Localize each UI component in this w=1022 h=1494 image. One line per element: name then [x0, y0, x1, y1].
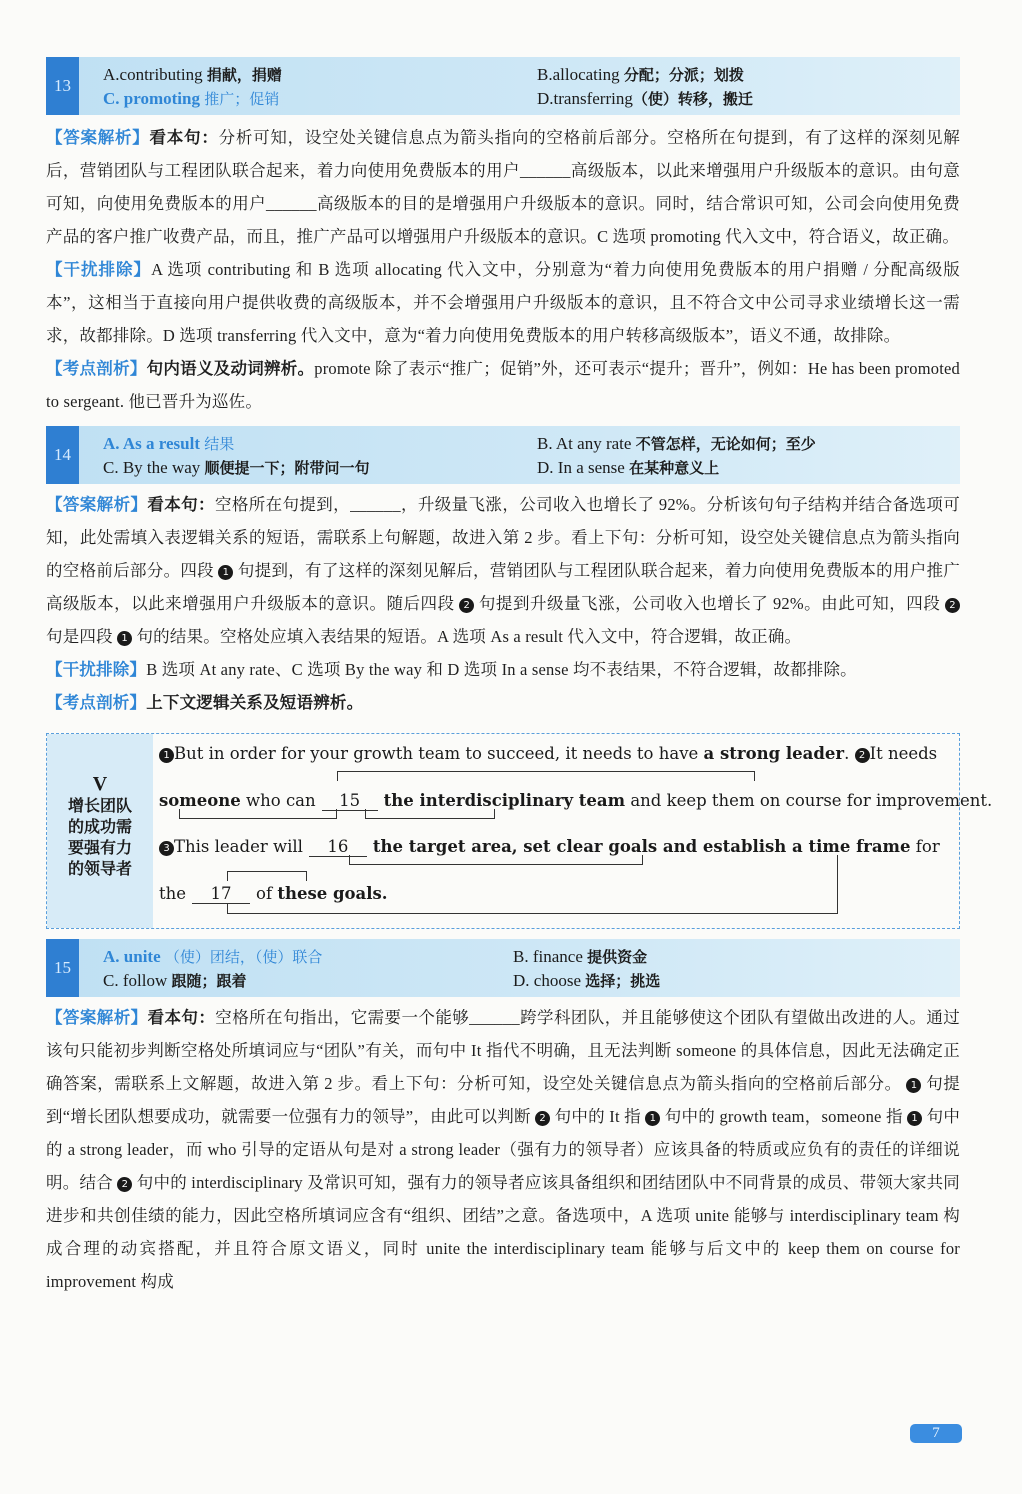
- arrow-line: [349, 855, 643, 865]
- question-13-options: [46, 57, 960, 115]
- sentence-marker-2: 2: [459, 598, 474, 613]
- answer-analysis-13: 【答案解析】看本句：分析可知，设空处关键信息点为箭头指向的空格前后部分。空格所在句提到，有了这样的深刻见解后，营销团队与工程团队联合起来，着力向使用免费版本的用户______高级版本，以此来增强用户升级版本的意识。由句意可知，向使用免费版本的用户______高级版本的目的是增强用户升级版本的意识。同时，结合常识可知，公司会向使用免费产品的客户推广收费产品，而且，推广产品可以增强用户升级版本的意识。C 选项 promoting 代入文中，符合语义，故正确。: [46, 128, 961, 246]
- answer-analysis-14: 【答案解析】看本句：空格所在句提到，______，升级量飞涨，公司收入也增长了 92%。分析该句句子结构并结合备选项可知，此处需填入表逻辑关系的短语，需联系上句解题，故进入第 2 步。看上下句：分析可知，设空处关键信息点为箭头指向的空格前后部分。四段 1 句提到，有了这样的深刻见解后，营销团队与工程团队联合起来，着力向使用免费版本的用户推广高级版本，以此来增强用户升级版本的意识。随后四段 2 句提到升级量飞涨，公司收入也增长了 92%。由此可知，四段 2 句是四段 1 句的结果。空格处应填入表结果的短语。A 选项 As a result 代入文中，符合逻辑，故正确。: [46, 495, 961, 646]
- blank-17: 17: [192, 884, 250, 904]
- arrow-line: [179, 809, 337, 819]
- arrow-line: [227, 904, 837, 914]
- option-d: D. choose 选择；挑选: [513, 971, 661, 990]
- answer-analysis-15: 【答案解析】看本句：空格所在句指出，它需要一个能够______跨学科团队，并且能够使这个团队有望做出改进的人。通过该句只能初步判断空格处所填词应与“团队”有关，而句中 It 指代不明确，且无法判断 someone 的具体信息，因此无法确定正确答案，需联系上文解题，故进入第 2 步。看上下句：分析可知，设空处关键信息点为箭头指向的空格前后部分。 1 句提到“增长团队想要成功，就需要一位强有力的领导”，由此可以判断 2 句中的 It 指 1 句中的 growth team，someone 指 1 句中的 a strong leader，而 who 引导的定语从句是对 a strong leader（强有力的领导者）应该具备的特质或应负有的责任的详细说明。结合 2 句中的 interdisciplinary 及常识可知，强有力的领导者应该具备组织和团结团队中不同背景的成员、带领大家共同进步和共创佳绩的能力，因此空格所填词应含有“组织、团结”之意。备选项中，A 选项 unite 能够与 interdisciplinary team 构成合理的动宾搭配，并且符合原文语义，同时 unite the interdisciplinary team 能够与后文中的 keep them on course for improvement 构成: [46, 1008, 961, 1291]
- option-a: A.contributing 捐献，捐赠: [103, 65, 282, 84]
- passage-line-4: the 17 of these goals.: [159, 884, 388, 903]
- option-b: B. finance 提供资金: [513, 947, 648, 966]
- question-number: 14: [46, 426, 79, 484]
- passage-line-1: 1 But in order for your growth team to succeed, it needs to have a strong leader. 2 It needs: [159, 744, 937, 763]
- page-number: 7: [910, 1424, 962, 1443]
- distractor-analysis-13: 【干扰排除】A 选项 contributing 和 B 选项 allocating 代入文中，分别意为“着力向使用免费版本的用户捐赠 / 分配高级版本”，这相当于直接向用户提供收费的高级版本，并不会增强用户升级版本的意识，且不符合文中公司寻求业绩增长这一需求，故都排除。D 选项 transferring 代入文中，意为“着力向使用免费版本的用户转移高级版本”，语义不通，故排除。: [46, 260, 961, 345]
- option-b: B. At any rate 不管怎样，无论如何；至少: [537, 434, 816, 453]
- question-number: 15: [46, 939, 79, 997]
- option-a-correct: A. As a result 结果: [103, 434, 235, 453]
- key-point-14: 【考点剖析】上下文逻辑关系及短语辨析。: [46, 693, 364, 712]
- section-tag: 【干扰排除】: [46, 660, 147, 679]
- blank-15: 15: [322, 791, 378, 811]
- passage-excerpt-box: [46, 733, 993, 929]
- passage-section-label: V 增长团队的成功需要强有力的领导者: [47, 734, 153, 928]
- arrow-line: [227, 871, 307, 881]
- arrow-line: [365, 809, 495, 819]
- arrow-line: [337, 771, 755, 781]
- section-tag: 【答案解析】: [46, 495, 148, 514]
- option-d: D. In a sense 在某种意义上: [537, 458, 720, 477]
- question-number: 13: [46, 57, 79, 115]
- distractor-analysis-14: 【干扰排除】B 选项 At any rate、C 选项 By the way 和 D 选项 In a sense 均不表结果，不符合逻辑，故都排除。: [46, 660, 857, 679]
- section-tag: 【考点剖析】: [46, 693, 147, 712]
- page-content: [46, 57, 993, 1298]
- section-tag: 【答案解析】: [46, 128, 150, 147]
- option-d: D.transferring（使）转移，搬迁: [537, 89, 753, 108]
- passage-theme: 增长团队的成功需要强有力的领导者: [67, 796, 132, 878]
- question-14-options: [46, 426, 960, 484]
- option-c-correct: C. promoting 推广；促销: [103, 89, 280, 108]
- option-c: C. follow 跟随；跟着: [103, 971, 247, 990]
- blank-16: 16: [309, 837, 367, 857]
- section-tag: 【干扰排除】: [46, 260, 152, 279]
- sentence-marker-2: 2: [945, 598, 960, 613]
- option-a-correct: A. unite （使）团结，（使）联合: [103, 947, 323, 966]
- question-15-options: [46, 939, 960, 997]
- option-b: B.allocating 分配；分派；划拨: [537, 65, 744, 84]
- arrow-line: [837, 855, 838, 914]
- section-tag: 【答案解析】: [46, 1008, 148, 1027]
- sentence-marker-1: 1: [218, 565, 233, 580]
- section-tag: 【考点剖析】: [46, 359, 147, 378]
- passage-line-2: someone who can 15 the interdisciplinary team and keep them on course for improvement.: [159, 791, 993, 810]
- option-c: C. By the way 顺便提一下；附带问一句: [103, 458, 370, 477]
- passage-line-3: 3 This leader will 16 the target area, set clear goals and establish a time frame for: [159, 837, 940, 857]
- sentence-marker-1: 1: [117, 631, 132, 646]
- key-point-13: 【考点剖析】句内语义及动词辨析。promote 除了表示“推广；促销”外，还可表示“提升；晋升”，例如：He has been promoted to sergeant. 他已晋升为巡佐。: [46, 359, 961, 411]
